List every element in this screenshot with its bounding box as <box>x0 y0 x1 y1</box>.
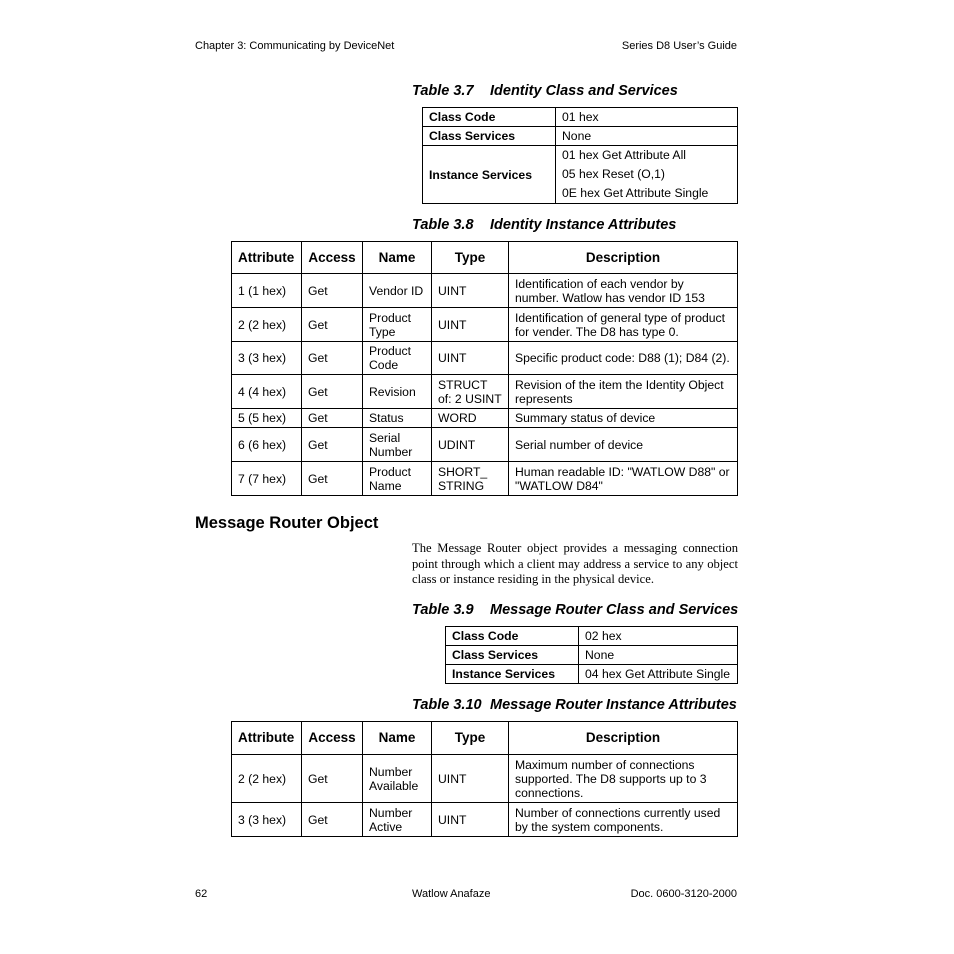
cell-description: Serial number of device <box>509 428 738 462</box>
cell-description: Specific product code: D88 (1); D84 (2). <box>509 342 738 375</box>
table-row <box>446 627 738 646</box>
cell-access: Get <box>302 462 363 496</box>
cell-description: Identification of each vendor by number. Watlow has vendor ID 153 <box>509 274 738 308</box>
cell-description: Maximum number of connections supported. The D8 supports up to 3 connections. <box>509 755 738 803</box>
table-row <box>232 803 738 837</box>
service-item: 0E hex Get Attribute Single <box>562 186 709 200</box>
cell-attribute: 1 (1 hex) <box>232 274 302 308</box>
table-row <box>446 665 738 684</box>
row-label: Instance Services <box>446 665 579 684</box>
table-3-10 <box>231 721 738 837</box>
row-label: Instance Services <box>423 146 556 204</box>
table-3-8-caption <box>412 217 676 233</box>
table-title: Identity Class and Services <box>490 83 678 99</box>
column-header: Attribute <box>232 722 302 755</box>
cell-description: Human readable ID: "WATLOW D88" or "WATLOW D84" <box>509 462 738 496</box>
cell-access: Get <box>302 803 363 837</box>
cell-attribute: 5 (5 hex) <box>232 409 302 428</box>
table-row <box>232 428 738 462</box>
cell-access: Get <box>302 755 363 803</box>
row-value: None <box>579 646 738 665</box>
cell-description: Number of connections currently used by the system components. <box>509 803 738 837</box>
cell-type: UINT <box>432 342 509 375</box>
row-value: 02 hex <box>579 627 738 646</box>
column-header: Type <box>432 722 509 755</box>
column-header: Name <box>363 242 432 274</box>
table-number: Table 3.10 <box>412 697 482 713</box>
section-paragraph: The Message Router object provides a messaging connection point through which a client may address a service to any object class or instance residing in the physical device. <box>412 541 738 586</box>
cell-name: Status <box>363 409 432 428</box>
cell-access: Get <box>302 428 363 462</box>
cell-attribute: 3 (3 hex) <box>232 342 302 375</box>
cell-type: STRUCT of: 2 USINT <box>432 375 509 409</box>
cell-name: Revision <box>363 375 432 409</box>
table-row <box>423 108 738 127</box>
cell-access: Get <box>302 342 363 375</box>
row-value-list <box>556 146 738 204</box>
row-label: Class Code <box>423 108 556 127</box>
table-3-8 <box>231 241 738 496</box>
table-title: Identity Instance Attributes <box>490 217 677 233</box>
section-heading: Message Router Object <box>195 514 379 532</box>
table-title: Message Router Class and Services <box>490 602 739 618</box>
table-number: Table 3.7 <box>412 83 474 99</box>
column-header: Type <box>432 242 509 274</box>
cell-description: Summary status of device <box>509 409 738 428</box>
table-row <box>232 308 738 342</box>
table-3-9-caption <box>412 602 738 618</box>
cell-name: Number Active <box>363 803 432 837</box>
cell-access: Get <box>302 308 363 342</box>
cell-attribute: 2 (2 hex) <box>232 308 302 342</box>
cell-name: Number Available <box>363 755 432 803</box>
table-3-10-caption <box>412 697 737 713</box>
cell-access: Get <box>302 375 363 409</box>
running-header-guide: Series D8 User’s Guide <box>621 40 737 52</box>
column-header: Access <box>302 722 363 755</box>
table-row <box>446 646 738 665</box>
table-title: Message Router Instance Attributes <box>490 697 737 713</box>
table-row <box>232 755 738 803</box>
column-header: Attribute <box>232 242 302 274</box>
table-number: Table 3.9 <box>412 602 474 618</box>
table-row <box>232 462 738 496</box>
running-header-chapter: Chapter 3: Communicating by DeviceNet <box>195 40 395 52</box>
row-label: Class Services <box>423 127 556 146</box>
column-header: Access <box>302 242 363 274</box>
table-3-7-caption <box>412 83 678 99</box>
cell-description: Revision of the item the Identity Object represents <box>509 375 738 409</box>
table-row <box>423 146 738 204</box>
column-header: Description <box>509 242 738 274</box>
table-3-9 <box>445 626 738 684</box>
row-value: None <box>556 127 738 146</box>
table-header-row <box>232 242 738 274</box>
cell-name: Vendor ID <box>363 274 432 308</box>
row-value: 04 hex Get Attribute Single <box>579 665 738 684</box>
page-number: 62 <box>195 888 208 900</box>
table-header-row <box>232 722 738 755</box>
footer-publisher: Watlow Anafaze <box>412 888 491 900</box>
row-label: Class Services <box>446 646 579 665</box>
cell-attribute: 2 (2 hex) <box>232 755 302 803</box>
service-item: 05 hex Reset (O,1) <box>562 167 665 181</box>
table-row <box>232 274 738 308</box>
column-header: Name <box>363 722 432 755</box>
cell-description: Identification of general type of product for vender. The D8 has type 0. <box>509 308 738 342</box>
cell-type: UINT <box>432 803 509 837</box>
column-header: Description <box>509 722 738 755</box>
cell-access: Get <box>302 274 363 308</box>
cell-attribute: 3 (3 hex) <box>232 803 302 837</box>
cell-name: Product Code <box>363 342 432 375</box>
cell-type: UDINT <box>432 428 509 462</box>
row-value: 01 hex <box>556 108 738 127</box>
service-item: 01 hex Get Attribute All <box>562 148 686 162</box>
table-row <box>232 375 738 409</box>
cell-name: Product Type <box>363 308 432 342</box>
row-label: Class Code <box>446 627 579 646</box>
footer-doc-number: Doc. 0600-3120-2000 <box>630 888 737 900</box>
table-number: Table 3.8 <box>412 217 474 233</box>
cell-type: UINT <box>432 755 509 803</box>
cell-name: Serial Number <box>363 428 432 462</box>
table-3-7 <box>422 107 738 204</box>
cell-attribute: 6 (6 hex) <box>232 428 302 462</box>
cell-attribute: 7 (7 hex) <box>232 462 302 496</box>
table-row <box>232 342 738 375</box>
table-row <box>232 409 738 428</box>
cell-attribute: 4 (4 hex) <box>232 375 302 409</box>
cell-access: Get <box>302 409 363 428</box>
cell-type: WORD <box>432 409 509 428</box>
cell-name: Product Name <box>363 462 432 496</box>
cell-type: SHORT_ STRING <box>432 462 509 496</box>
table-row <box>423 127 738 146</box>
cell-type: UINT <box>432 308 509 342</box>
cell-type: UINT <box>432 274 509 308</box>
